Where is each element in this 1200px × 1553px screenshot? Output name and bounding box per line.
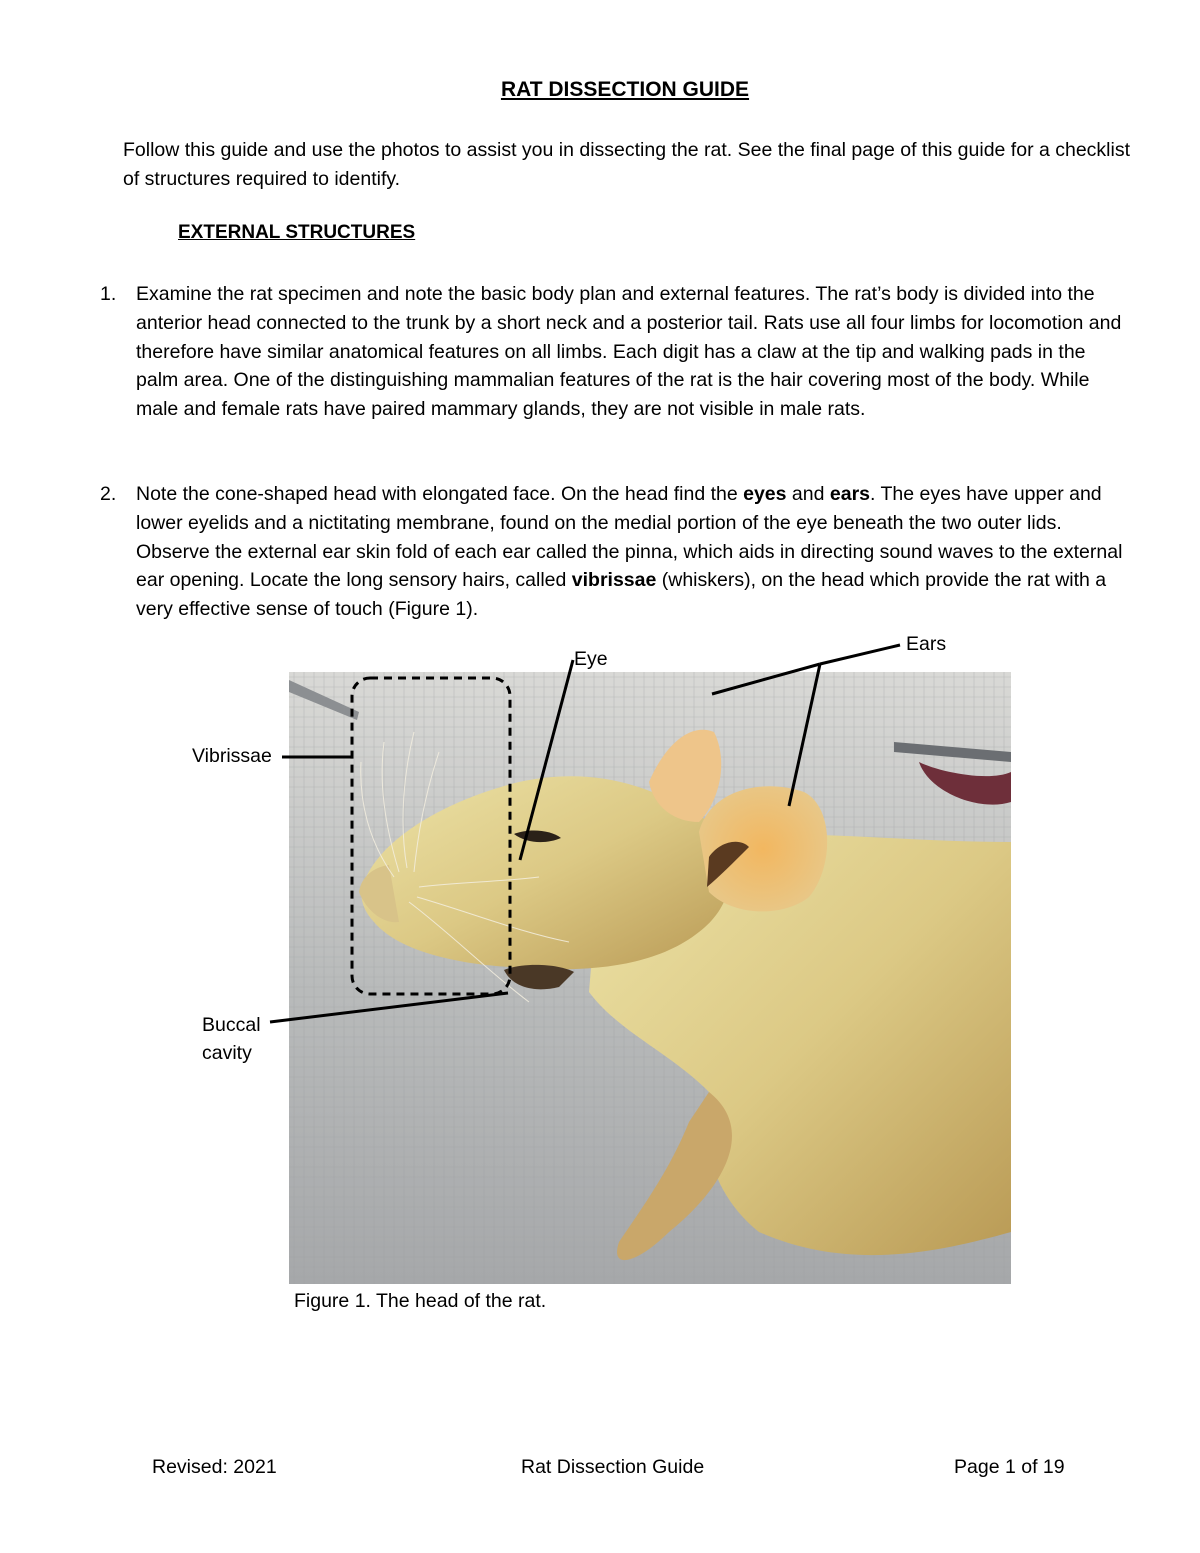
ears-leader-line-side-ear — [789, 664, 820, 806]
term-vibrissae: vibrissae — [571, 569, 657, 592]
step-text: Examine the rat specimen and note the basic body plan and external features. The rat’s body is divided into the anterior head connected to the trunk by a short neck and a posterior tail. Rats use all four limbs for locomotion and therefore have similar anatomical features on all limbs. Each digit has a claw at the tip and walking pads in the palm area. One of the distinguishing mammalian features of the rat is the hair covering most of the body. While male and female rats have paired mammary glands, they are not visible in male rats. — [136, 283, 1122, 421]
figure-caption: Figure 1. The head of the rat. — [294, 1290, 547, 1312]
step-text-segment: Note the cone-shaped head with elongated face. On the head find the — [136, 483, 744, 505]
eye-leader-line — [520, 660, 573, 860]
footer-page-number: Page 1 of 19 — [954, 1456, 1065, 1478]
step-text-segment: and — [786, 483, 830, 505]
ears-leader-line — [820, 645, 900, 664]
intro-paragraph: Follow this guide and use the photos to assist you in dissecting the rat. See the final page of this guide for a checklist of structures required to identify. — [123, 139, 1131, 190]
label-buccal-line1: Buccal — [202, 1014, 261, 1036]
footer-doc-title: Rat Dissection Guide — [521, 1456, 705, 1478]
section-heading: EXTERNAL STRUCTURES — [178, 222, 416, 243]
step-text-segment: (whiskers), on the head which provide the rat with a very effective sense of touch (Figure 1). — [136, 569, 1107, 621]
label-ears: Ears — [906, 633, 947, 655]
vibrissae-dashed-box — [352, 678, 510, 994]
step-number: 2. — [100, 483, 117, 505]
label-eye: Eye — [574, 648, 608, 670]
label-buccal-line2: cavity — [202, 1042, 252, 1064]
buccal-leader-line — [270, 993, 508, 1022]
step-number: 1. — [100, 283, 117, 305]
footer-revised: Revised: 2021 — [152, 1456, 277, 1478]
term-ears: ears — [829, 483, 870, 505]
ears-leader-line-top-ear — [712, 664, 820, 694]
page-title: RAT DISSECTION GUIDE — [500, 78, 750, 101]
term-eyes: eyes — [743, 483, 787, 505]
step-text-segment: . The eyes have upper and lower eyelids and a nictitating membrane, found on the medial portion of the eye beneath the two outer lids. Observe the external ear skin fold of each ear called the pinna, which aids in directing sound waves to the external ear opening. Locate the long sensory hairs, called — [136, 483, 1123, 592]
label-vibrissae: Vibrissae — [192, 745, 272, 767]
